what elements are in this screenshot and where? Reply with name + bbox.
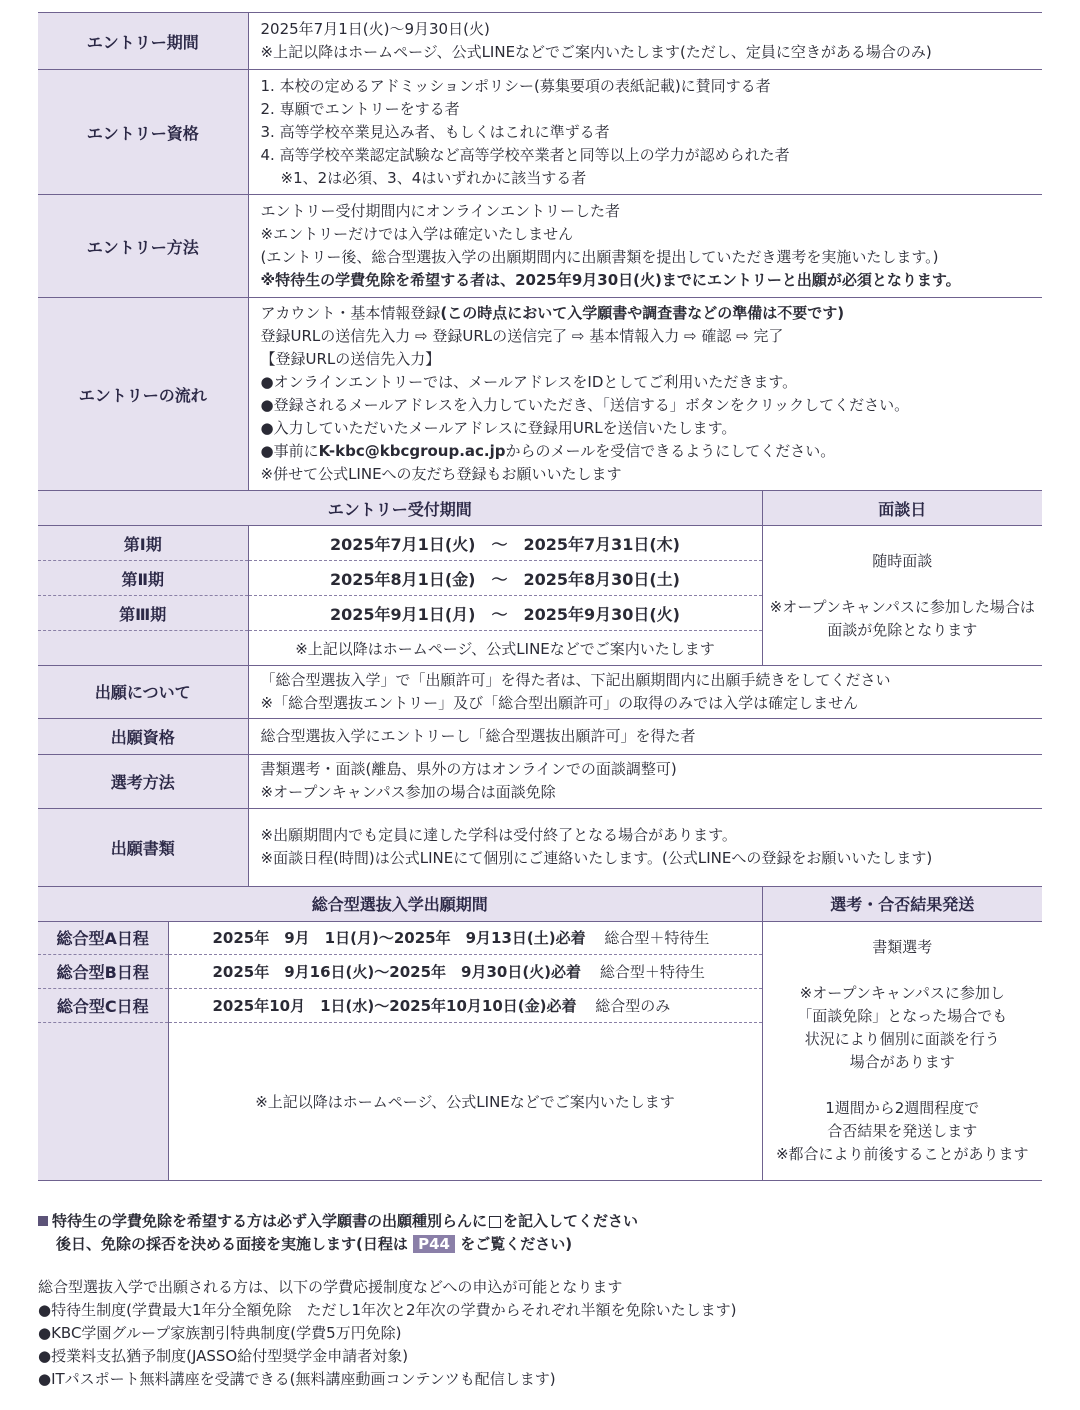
- application-schedule-table: [38, 887, 1042, 1181]
- entry-flow-row: [38, 298, 1042, 491]
- application-period-column-header: 総合型選抜入学出願期間: [38, 887, 762, 922]
- application-about-content: 「総合型選抜入学」で「出願許可」を得た者は、下記出願期間内に出願手続きをしてください ※「総合型選抜エントリー」及び「総合型出願許可」の取得のみでは入学は確定しません: [248, 666, 1042, 718]
- term-1-row: [38, 526, 1042, 561]
- support-item: ●KBC学園グループ家族割引特典制度(学費5万円免除): [38, 1324, 402, 1342]
- application-info-table: [38, 666, 1042, 887]
- schedule-b-type: 総合型＋特待生: [599, 962, 705, 981]
- entry-flow-content: アカウント・基本情報登録(この時点において入学願書や調査書などの準備は不要です) 登録URLの送信先入力 ⇨ 登録URLの送信完了 ⇨ 基本情報入力 ⇨ 確認 ⇨ 完了 【登録URLの送信先入力】 ●オンラインエントリーでは、メールアドレスをIDとしてご利用いただきます。 ●登録されるメールアドレスを入力していただき、「送信する」ボタンをクリックしてください。 ●入力していただいたメールアドレスに登録用URLを送信いたします。 ●事前にK-kbc@kbcgroup.ac.jpからのメールを受信できるようにしてください。 ※併せて公式LINEへの友だち登録もお願いいたします: [248, 298, 1042, 491]
- selection-method-row: [38, 754, 1042, 808]
- result-info: 書類選考 ※オープンキャンパスに参加し 「面談免除」となった場合でも 状況により個別に面談を行う 場合があります 1週間から2週間程度で 合否結果を発送します ※都合により前後することがあります: [762, 921, 1042, 1180]
- page-ref-badge: P44: [413, 1235, 455, 1253]
- entry-schedule-table: [38, 491, 1042, 666]
- schedule-c-label: 総合型C日程: [38, 988, 168, 1022]
- entry-method-content: エントリー受付期間内にオンラインエントリーした者 ※エントリーだけでは入学は確定いたしません (エントリー後、総合型選抜入学の出願期間内に出願書類を提出していただき選考を実施いたします。) ※特待生の学費免除を希望する者は、2025年9月30日(火)までにエントリーと出願が必須となります。: [248, 195, 1042, 298]
- term-3-period: 2025年9月1日(月) ～ 2025年9月30日(火): [248, 596, 762, 631]
- scholarship-notice: 特待生の学費免除を希望する方は必ず入学願書の出願種別らんに を記入してください 後日、免除の採否を決める面接を実施します(日程は P44 をご覧ください): [38, 1210, 1042, 1256]
- schedule-a-row: [38, 921, 1042, 954]
- entry-qualification-header: エントリー資格: [38, 70, 248, 195]
- entry-info-table: [38, 12, 1042, 491]
- entry-flow-header: エントリーの流れ: [38, 298, 248, 491]
- entry-method-row: [38, 195, 1042, 298]
- schedule-a-label: 総合型A日程: [38, 921, 168, 954]
- entry-qualification-row: [38, 70, 1042, 195]
- entry-period-column-header: エントリー受付期間: [38, 491, 762, 526]
- support-item: ●ITパスポート無料講座を受講できる(無料講座動画コンテンツも配信します): [38, 1370, 556, 1388]
- application-documents-content: ※出願期間内でも定員に達した学科は受付終了となる場合があります。 ※面談日程(時間)は公式LINEにて個別にご連絡いたします。(公式LINEへの登録をお願いいたします): [248, 808, 1042, 886]
- result-column-header: 選考・合否結果発送: [762, 887, 1042, 922]
- application-qualification-row: [38, 718, 1042, 754]
- term-1-period: 2025年7月1日(火) ～ 2025年7月31日(木): [248, 526, 762, 561]
- schedule-a-period: 2025年 9月 1日(月)～2025年 9月13日(土)必着: [212, 929, 586, 947]
- schedule-c-type: 総合型のみ: [595, 996, 671, 1015]
- support-item: ●授業料支払猶予制度(JASSO給付型奨学金申請者対象): [38, 1347, 409, 1365]
- application-documents-row: [38, 808, 1042, 886]
- checkbox-icon: [489, 1216, 501, 1228]
- entry-qualification-content: 1. 本校の定めるアドミッションポリシー(募集要項の表紙記載)に賛同する者 2. 専願でエントリーをする者 3. 高等学校卒業見込み者、もしくはこれに準ずる者 4. 高等学校卒業認定試験など高等学校卒業者と同等以上の学力が認められた者 ※1、2は必須、3、4はいずれかに該当する者: [248, 70, 1042, 195]
- term-3-label: 第Ⅲ期: [38, 596, 248, 631]
- support-programs: [38, 1276, 1042, 1391]
- application-qualification-header: 出願資格: [38, 718, 248, 754]
- application-about-row: [38, 666, 1042, 718]
- schedule-note: ※上記以降はホームページ、公式LINEなどでご案内いたします: [168, 1022, 762, 1180]
- interview-column-header: 面談日: [762, 491, 1042, 526]
- entry-method-header: エントリー方法: [38, 195, 248, 298]
- schedule-c-period: 2025年10月 1日(水)～2025年10月10日(金)必着: [212, 996, 577, 1015]
- interview-info: 随時面談 ※オープンキャンパスに参加した場合は 面談が免除となります: [762, 526, 1042, 666]
- selection-method-content: 書類選考・面談(離島、県外の方はオンラインでの面談調整可) ※オープンキャンパス参加の場合は面談免除: [248, 754, 1042, 808]
- email-address: K-kbc@kbcgroup.ac.jp: [318, 442, 506, 460]
- square-bullet-icon: [38, 1216, 48, 1226]
- term-note: ※上記以降はホームページ、公式LINEなどでご案内いたします: [248, 631, 762, 666]
- support-intro: 総合型選抜入学で出願される方は、以下の学費応援制度などへの申込が可能となります: [38, 1278, 623, 1296]
- selection-method-header: 選考方法: [38, 754, 248, 808]
- schedule-b-period: 2025年 9月16日(火)～2025年 9月30日(火)必着: [212, 962, 582, 981]
- application-qualification-content: 総合型選抜入学にエントリーし「総合型選抜出願許可」を得た者: [248, 718, 1042, 754]
- entry-period-header: エントリー期間: [38, 13, 248, 70]
- application-about-header: 出願について: [38, 666, 248, 718]
- term-1-label: 第Ⅰ期: [38, 526, 248, 561]
- admission-info: [38, 12, 1042, 1181]
- application-documents-header: 出願書類: [38, 808, 248, 886]
- schedule-a-type: 総合型＋特待生: [604, 929, 710, 947]
- schedule-b-label: 総合型B日程: [38, 954, 168, 988]
- support-item: ●特待生制度(学費最大1年分全額免除 ただし1年次と2年次の学費からそれぞれ半額を免除いたします): [38, 1301, 737, 1319]
- entry-period-row: [38, 13, 1042, 70]
- term-2-label: 第Ⅱ期: [38, 561, 248, 596]
- term-2-period: 2025年8月1日(金) ～ 2025年8月30日(土): [248, 561, 762, 596]
- entry-period-content: 2025年7月1日(火)～9月30日(火) ※上記以降はホームページ、公式LINEなどでご案内いたします(ただし、定員に空きがある場合のみ): [248, 13, 1042, 70]
